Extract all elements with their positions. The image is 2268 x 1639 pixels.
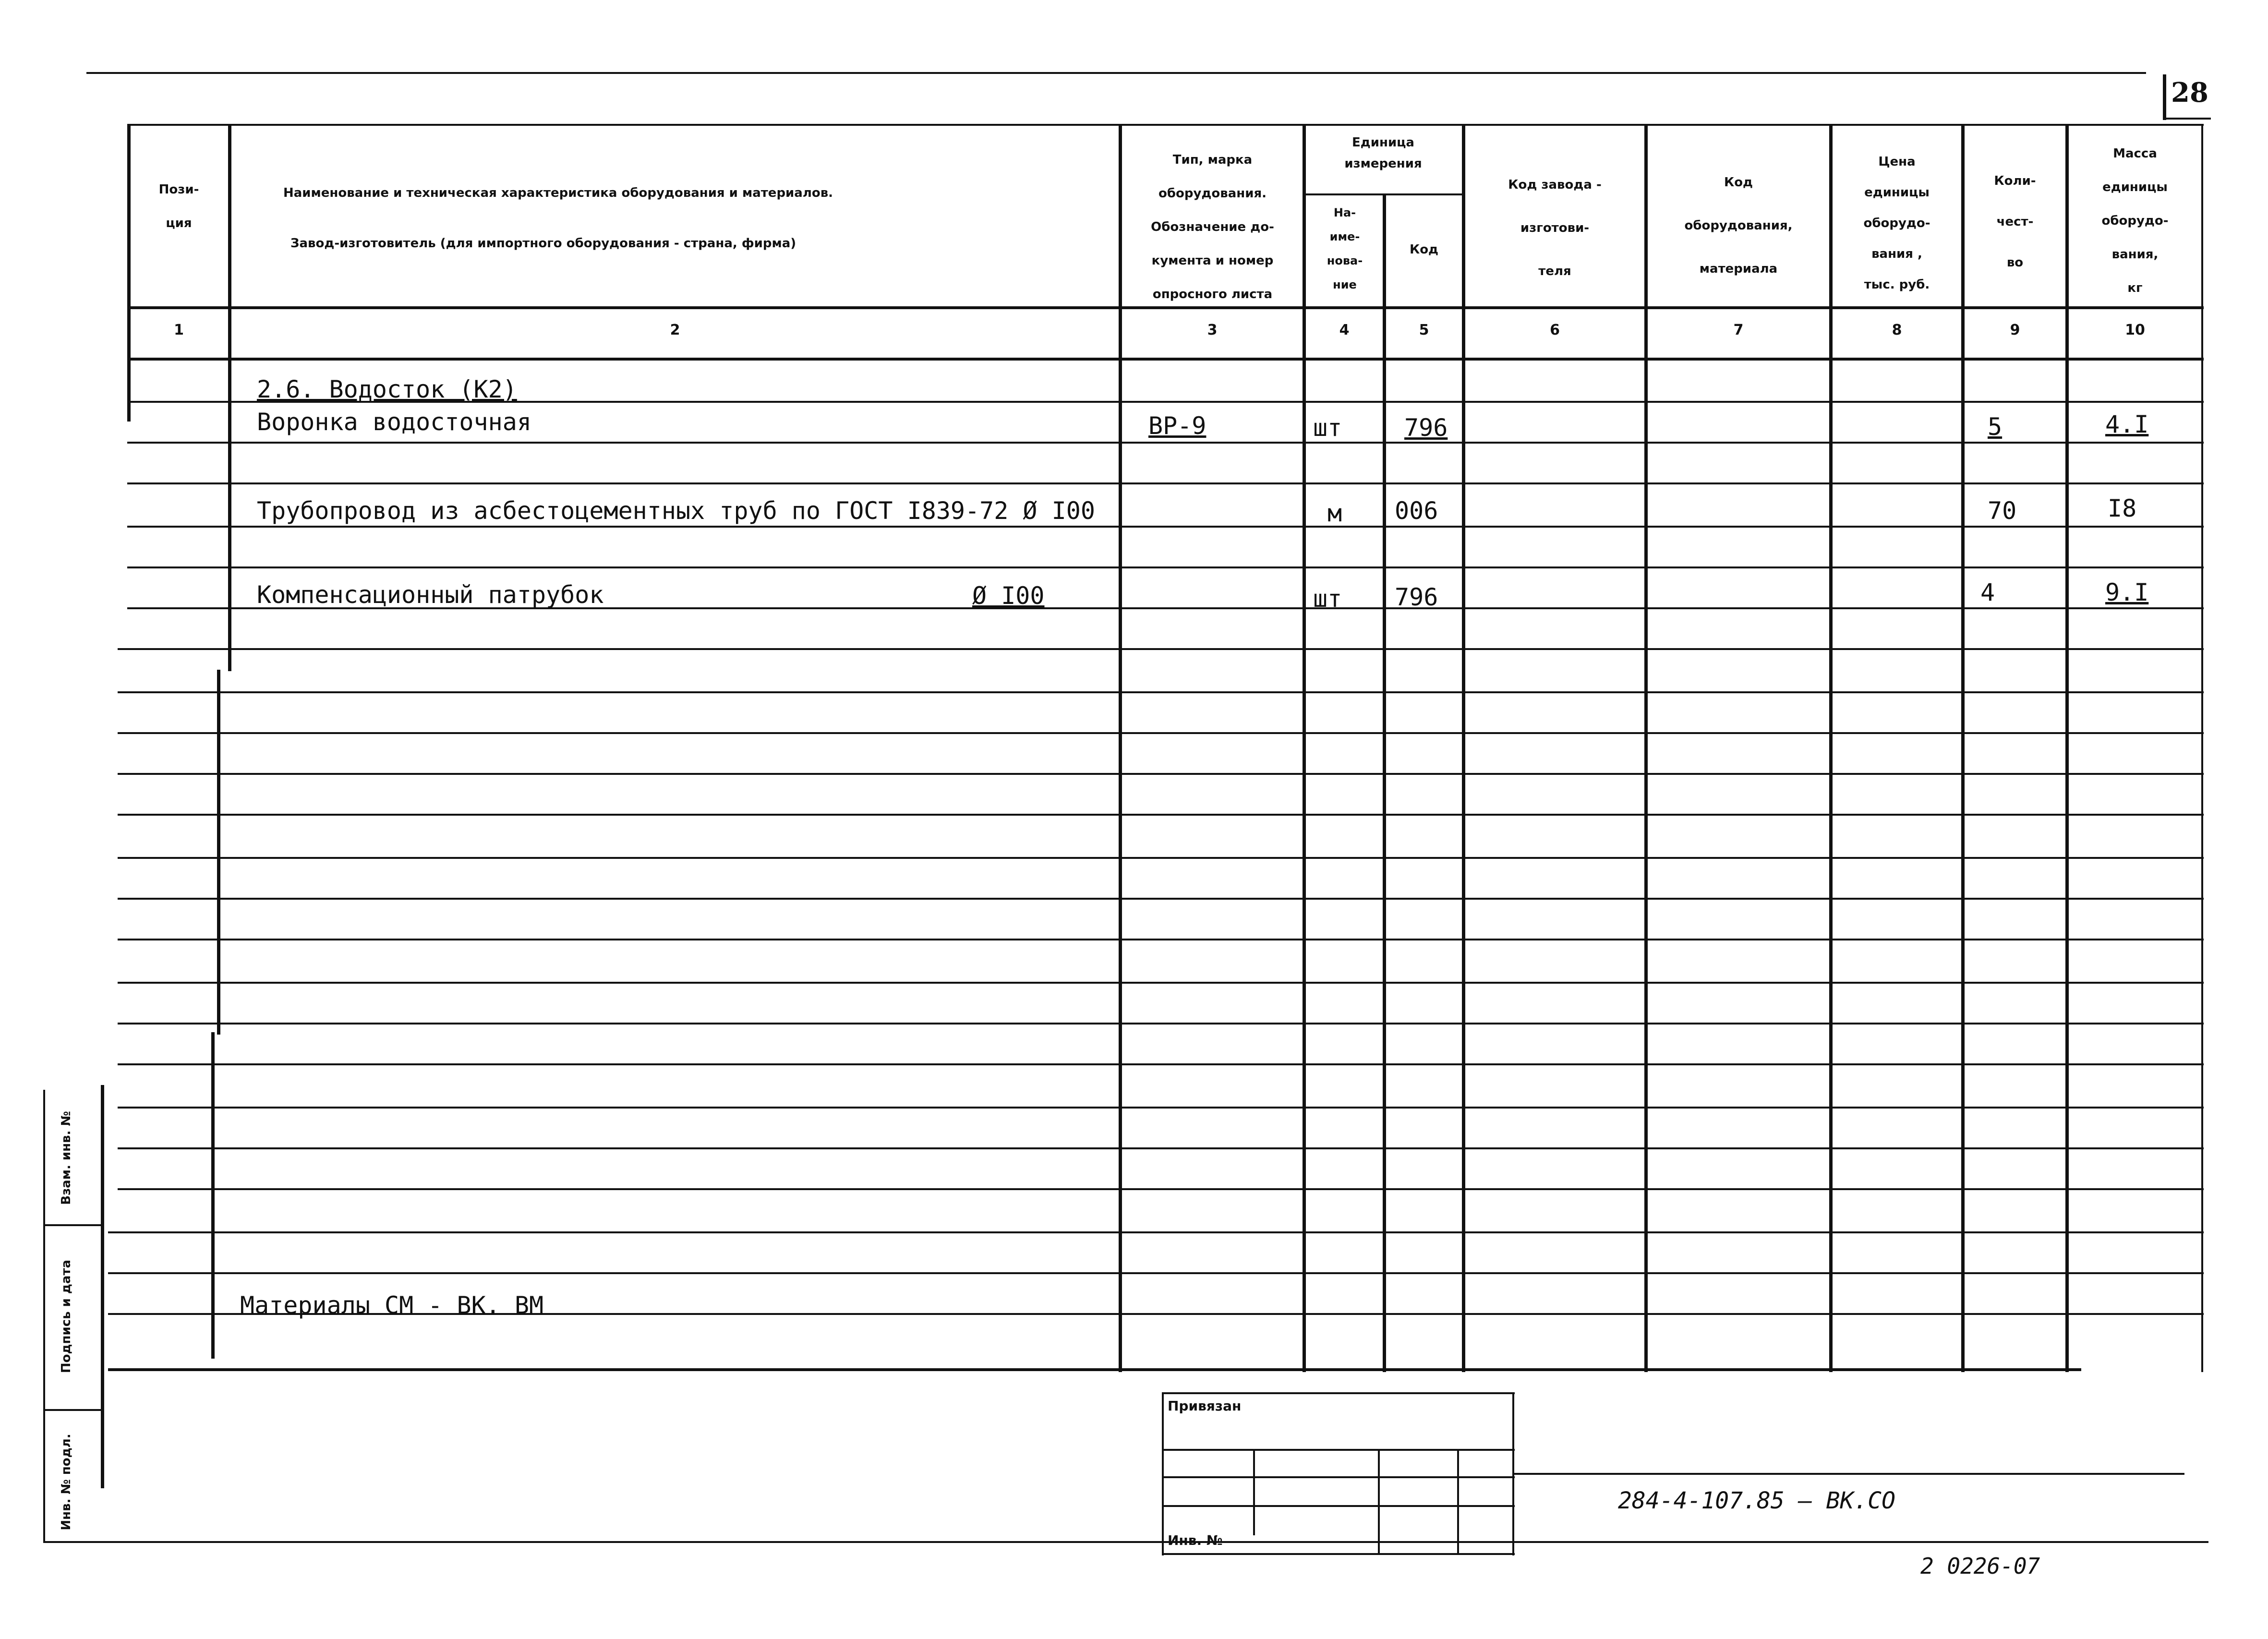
stamp-linked-label: Привязан — [1168, 1398, 1242, 1414]
header-col5: Код — [1409, 242, 1439, 257]
row-qty: 5 — [1988, 413, 2003, 441]
column-number: 8 — [1892, 322, 1902, 338]
row-line — [118, 898, 2204, 900]
materials-note: Материалы СМ - ВК. ВМ — [240, 1291, 544, 1319]
row-qty: 4 — [1980, 578, 1995, 606]
inventory-mark: 2 0226-07 — [1920, 1553, 2040, 1579]
row-line — [127, 566, 2204, 568]
column-number: 6 — [1550, 322, 1560, 338]
column-number: 5 — [1419, 322, 1429, 338]
row-diameter: Ø I00 — [972, 582, 1045, 610]
col6-right-border — [1644, 124, 1648, 1372]
row-line — [118, 691, 2204, 693]
column-number: 3 — [1207, 322, 1218, 338]
row-mass: I8 — [2108, 494, 2137, 522]
row-line — [118, 857, 2204, 859]
side-label-inv-podl: Инв. № подл. — [59, 1434, 73, 1531]
row-mass: 9.I — [2105, 578, 2149, 606]
col3-right-border — [1303, 124, 1306, 1372]
header-col7: Код оборудования, материала — [1684, 175, 1793, 276]
header-col6: Код завода - изготови- теля — [1508, 178, 1602, 278]
column-number: 4 — [1339, 322, 1350, 338]
side-strip-right — [101, 1085, 104, 1488]
stamp-bottom — [1162, 1553, 1515, 1555]
row-line — [118, 1147, 2204, 1149]
row-name: Компенсационный патрубок — [257, 581, 604, 609]
col9-right-border — [2065, 124, 2069, 1372]
row-type: ВР-9 — [1148, 412, 1206, 440]
row-line — [127, 482, 2204, 484]
row-line — [127, 526, 2204, 528]
row-name: Воронка водосточная — [257, 408, 531, 436]
side-label-vzam: Взам. инв. № — [59, 1111, 73, 1205]
table-left-border — [127, 124, 131, 422]
stamp-line — [1162, 1449, 1515, 1451]
header-col4: На- име- нова- ние — [1327, 206, 1363, 291]
col1-right-border-lower — [217, 670, 220, 1035]
stamp-right — [1512, 1392, 1514, 1555]
table-top-border — [127, 124, 2204, 126]
column-number: 1 — [174, 322, 184, 338]
col5-right-border — [1462, 124, 1465, 1372]
header-col3: Тип, марка оборудования. Обозначение до- кумента и номер опросного листа — [1151, 153, 1274, 301]
bottom-frame-line — [43, 1541, 2208, 1543]
row-unit: м — [1327, 499, 1342, 527]
row-line — [118, 648, 2204, 650]
side-strip-left — [43, 1090, 45, 1541]
section-title: 2.6. Водосток (К2) — [257, 375, 517, 403]
row-unit: шт — [1313, 414, 1342, 442]
row-unit: шт — [1313, 585, 1342, 613]
sheet-number: 28 — [2171, 77, 2208, 108]
row-name: Трубопровод из асбестоцементных труб по ГОСТ I839-72 Ø I00 — [257, 497, 1095, 525]
sheet-number-box-bottom — [2163, 118, 2211, 120]
row-line — [118, 982, 2204, 984]
header-col9: Коли- чест- во — [1994, 174, 2036, 270]
row-line — [118, 814, 2204, 816]
top-frame-line — [86, 72, 2146, 74]
stamp-line — [1162, 1476, 1515, 1478]
row-line — [118, 1188, 2204, 1190]
row-unit-code: 796 — [1395, 583, 1438, 611]
header-col10: Масса единицы оборудо- вания, кг — [2101, 146, 2169, 295]
column-number: 10 — [2125, 322, 2145, 338]
row-unit-code: 006 — [1395, 497, 1438, 525]
sheet-number-box-left — [2163, 74, 2166, 120]
row-line — [118, 1063, 2204, 1065]
side-label-podpis: Подпись и дата — [59, 1259, 73, 1374]
col1-right-border-bottom — [211, 1032, 215, 1359]
row-mass: 4.I — [2105, 410, 2149, 438]
stamp-inv-label: Инв. № — [1168, 1532, 1223, 1548]
row-line — [108, 1272, 2204, 1274]
column-number: 9 — [2010, 322, 2020, 338]
row-line — [118, 939, 2204, 940]
stamp-left — [1162, 1392, 1164, 1555]
col2-right-border — [1119, 124, 1122, 1372]
stamp-divider — [1378, 1449, 1380, 1555]
stamp-top — [1162, 1392, 1515, 1394]
stamp-line — [1162, 1505, 1515, 1507]
row-qty: 70 — [1988, 497, 2017, 525]
col8-right-border — [1961, 124, 1965, 1372]
column-number: 2 — [670, 322, 680, 338]
col7-right-border — [1829, 124, 1833, 1372]
row-unit-code: 796 — [1404, 414, 1448, 442]
header-unit-group: Единица измерения — [1344, 135, 1422, 171]
title-block-line — [1512, 1473, 2184, 1475]
row-line — [118, 732, 2204, 734]
col4-right-border — [1383, 193, 1386, 1372]
column-number: 7 — [1733, 322, 1744, 338]
stamp-divider — [1457, 1449, 1459, 1555]
header-col1: Пози- ция — [158, 182, 199, 230]
row-line — [108, 1231, 2204, 1233]
document-code: 284-4-107.85 – BK.CO — [1618, 1487, 1895, 1514]
header-col2: Наименование и техническая характеристика оборудования и материалов. Завод-изготовитель (для импортного оборудования - страна, фирма) — [283, 186, 833, 251]
header-col8: Цена единицы оборудо- вания , тыс. руб. — [1863, 155, 1930, 292]
table-right-border — [2201, 124, 2203, 1372]
row-line — [118, 1107, 2204, 1109]
row-line — [118, 773, 2204, 775]
table-bottom-border — [108, 1368, 2081, 1371]
stamp-divider — [1253, 1449, 1255, 1535]
row-line — [118, 1023, 2204, 1024]
row-line — [127, 442, 2204, 444]
column-number-row-border — [127, 358, 2204, 361]
